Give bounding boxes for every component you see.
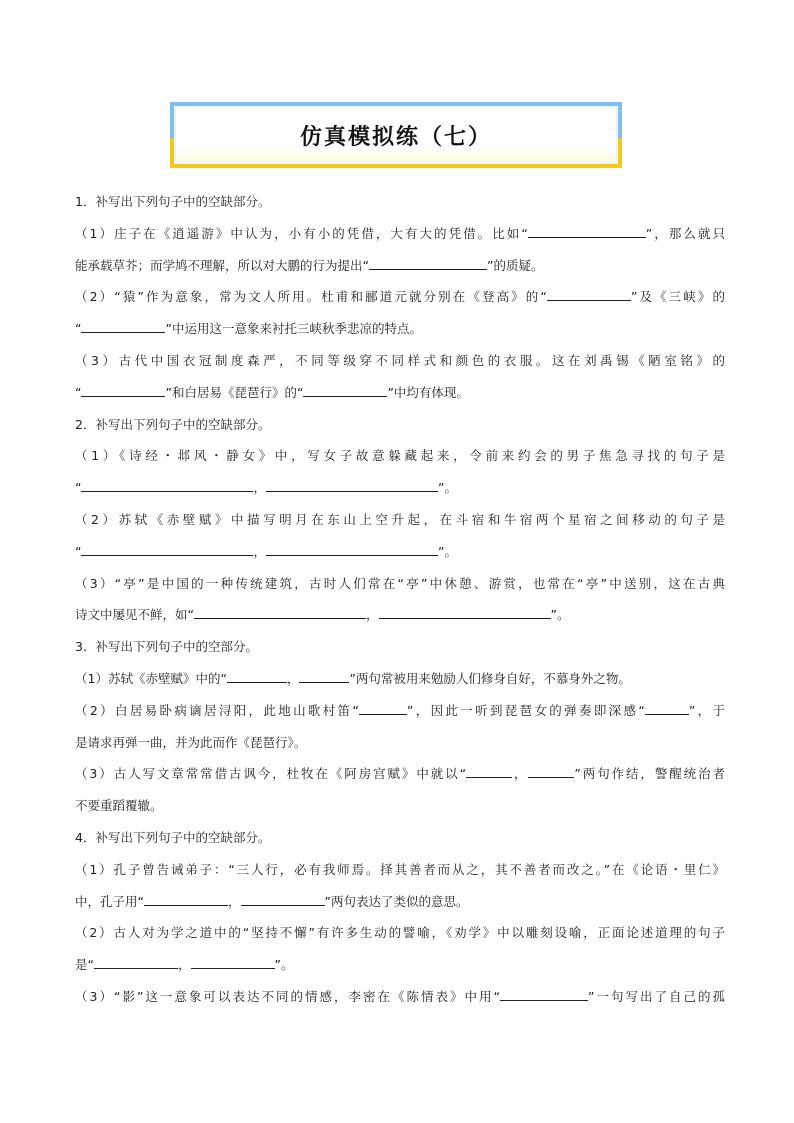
answer-blank[interactable] bbox=[528, 223, 646, 238]
q1-item2-line1: （2）“猿”作为意象，常为文人所用。杜甫和郦道元就分别在《登高》的“ ”及《三峡》的 bbox=[75, 281, 725, 313]
q1-item3-line1: （3）古代中国衣冠制度森严，不同等级穿不同样式和颜色的衣服。这在刘禹锡《陋室铭》的 bbox=[75, 352, 725, 368]
answer-blank[interactable] bbox=[500, 986, 588, 1001]
q4-heading: 4．补写出下列句子中的空缺部分。 bbox=[75, 829, 271, 845]
q2-item3-line2: 诗文中屡见不鲜，如“ ， ”。 bbox=[75, 599, 725, 631]
q3-item3-line2: 不要重蹈覆辙。 bbox=[75, 798, 163, 814]
q2-item3-line1: （3）“亭”是中国的一种传统建筑，古时人们常在“亭”中休憩、游赏，也常在“亭”中送别，这在古典 bbox=[75, 575, 725, 591]
answer-blank[interactable] bbox=[94, 954, 178, 969]
q4-item1-line1: （1）孔子曾告诫弟子：“三人行，必有我师焉。择其善者而从之，其不善者而改之。”在《论语・里仁》 bbox=[75, 861, 725, 877]
exercise-content bbox=[75, 186, 725, 1013]
answer-blank[interactable] bbox=[144, 891, 228, 906]
q2-heading: 2．补写出下列句子中的空缺部分。 bbox=[75, 416, 271, 432]
q3-heading: 3．补写出下列句子中的空部分。 bbox=[75, 639, 258, 655]
answer-blank[interactable] bbox=[645, 700, 689, 715]
answer-blank[interactable] bbox=[81, 477, 253, 492]
answer-blank[interactable] bbox=[227, 668, 287, 683]
q4-item1-line2: 中，孔子用“ ， ”两句表达了类似的意思。 bbox=[75, 886, 725, 918]
q1-item1-line2: 能承载草芥；而学鸠不理解，所以对大鹏的行为提出“ ”的质疑。 bbox=[75, 250, 725, 282]
q4-item2-line2: 是“ ， ”。 bbox=[75, 949, 725, 981]
page-title: 仿真模拟练（七） bbox=[299, 124, 492, 150]
q3-item1-line1: （1）苏轼《赤壁赋》中的“ ， ”两句常被用来勉励人们修身自好，不慕身外之物。 bbox=[75, 663, 725, 695]
q2-item1-line1: （1）《诗经・邶风・静女》中，写女子故意躲藏起来，令前来约会的男子焦急寻找的句子是 bbox=[75, 448, 725, 464]
answer-blank[interactable] bbox=[547, 286, 631, 301]
answer-blank[interactable] bbox=[369, 255, 487, 270]
answer-blank[interactable] bbox=[81, 382, 165, 397]
answer-blank[interactable] bbox=[528, 763, 574, 778]
answer-blank[interactable] bbox=[81, 318, 165, 333]
q2-item2-line1: （2）苏轼《赤壁赋》中描写明月在东山上空升起，在斗宿和牛宿两个星宿之间移动的句子是 bbox=[75, 511, 725, 527]
answer-blank[interactable] bbox=[241, 891, 325, 906]
q3-item2-line1: （2）白居易卧病谪居浔阳，此地山歌村笛“ ”，因此一听到琵琶女的弹奏即深感“ ”，于 bbox=[75, 695, 725, 727]
answer-blank[interactable] bbox=[379, 604, 551, 619]
q3-item3-line1: （3）古人写文章常常借古讽今，杜牧在《阿房宫赋》中就以“ ， ”两句作结，警醒统治者 bbox=[75, 758, 725, 790]
q2-item2-line2: “ ， ”。 bbox=[75, 536, 725, 568]
title-banner bbox=[170, 102, 622, 168]
answer-blank[interactable] bbox=[299, 668, 349, 683]
q1-item3-line2: “ ”和白居易《琵琶行》的“ ”中均有体现。 bbox=[75, 377, 725, 409]
answer-blank[interactable] bbox=[466, 763, 512, 778]
answer-blank[interactable] bbox=[81, 541, 253, 556]
answer-blank[interactable] bbox=[194, 604, 366, 619]
q2-item1-line2: “ ， ”。 bbox=[75, 472, 725, 504]
q4-item3-line1: （3）“影”这一意象可以表达不同的情感，李密在《陈情表》中用“ ”一句写出了自己的孤 bbox=[75, 981, 725, 1013]
answer-blank[interactable] bbox=[266, 477, 438, 492]
q1-item2-line2: “ ”中运用这一意象来衬托三峡秋季悲凉的特点。 bbox=[75, 313, 725, 345]
answer-blank[interactable] bbox=[359, 700, 407, 715]
q4-item2-line1: （2）古人对为学之道中的“坚持不懈”有许多生动的譬喻，《劝学》中以雕刻设喻，正面论述道理的句子 bbox=[75, 925, 725, 941]
answer-blank[interactable] bbox=[303, 382, 387, 397]
q1-heading: 1．补写出下列句子中的空缺部分。 bbox=[75, 194, 271, 209]
answer-blank[interactable] bbox=[266, 541, 438, 556]
answer-blank[interactable] bbox=[191, 954, 275, 969]
q1-item1-line1: （1）庄子在《逍遥游》中认为，小有小的凭借，大有大的凭借。比如“ ”，那么就只 bbox=[75, 218, 725, 250]
q3-item2-line2: 是请求再弹一曲，并为此而作《琵琶行》。 bbox=[75, 734, 307, 750]
